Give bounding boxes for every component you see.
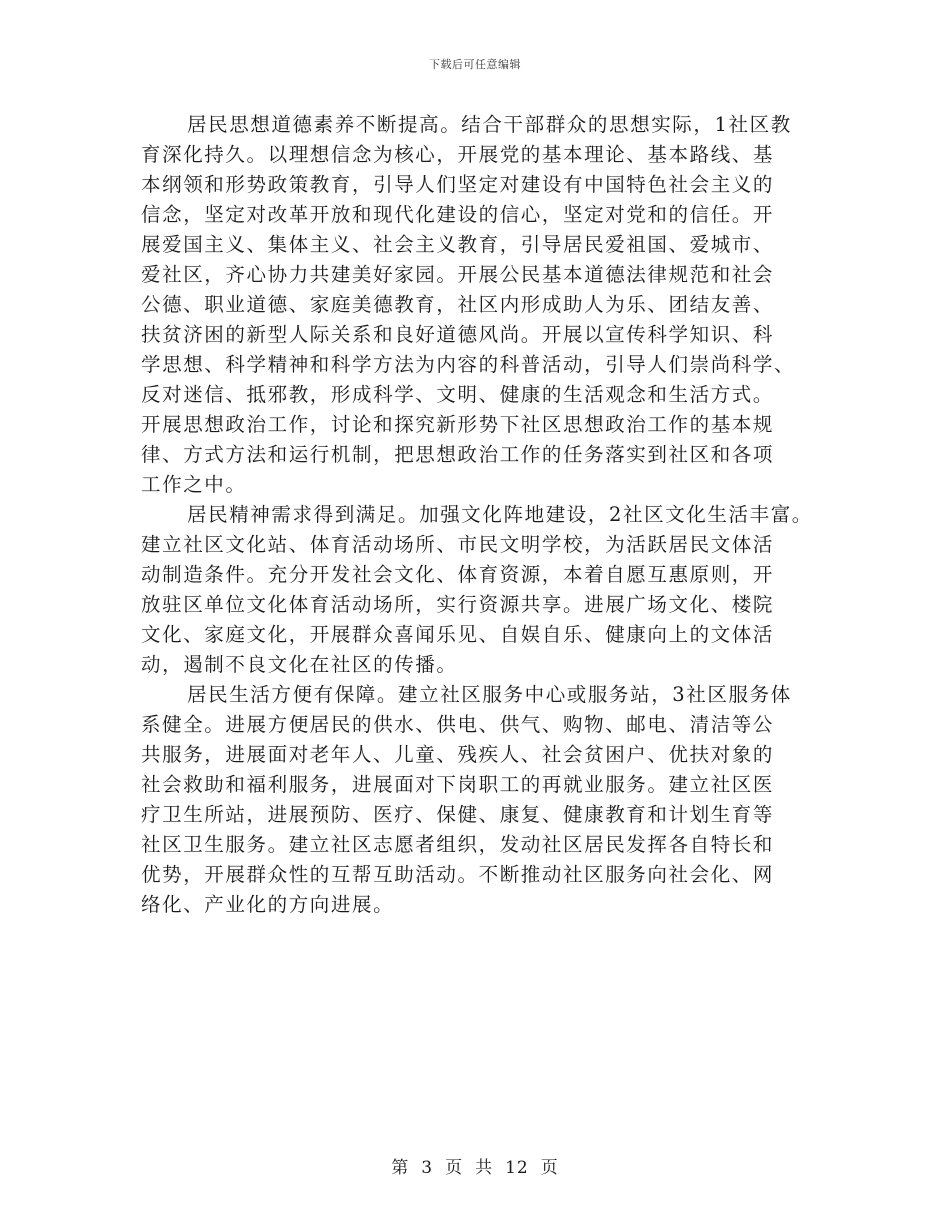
page-label: 第 bbox=[391, 1158, 410, 1178]
text-line: 公德、职业道德、家庭美德教育，社区内形成助人为乐、团结友善、 bbox=[141, 293, 775, 316]
paragraph-3 bbox=[141, 680, 821, 920]
text-line: 放驻区单位文化体育活动场所，实行资源共享。进展广场文化、楼院 bbox=[141, 593, 775, 616]
text-line: 优势，开展群众性的互帮互助活动。不断推动社区服务向社会化、网 bbox=[141, 863, 775, 886]
text-line: 爱社区，齐心协力共建美好家园。开展公民基本道德法律规范和社会 bbox=[141, 263, 775, 286]
text-line: 展爱国主义、集体主义、社会主义教育，引导居民爱祖国、爱城市、 bbox=[141, 233, 775, 256]
text-line: 共服务，进展面对老年人、儿童、残疾人、社会贫困户、优扶对象的 bbox=[141, 743, 775, 766]
text-line: 络化、产业化的方向进展。 bbox=[141, 893, 395, 916]
total-pages-number: 12 bbox=[505, 1158, 529, 1178]
page-unit-label: 页 bbox=[445, 1158, 464, 1178]
text-line: 反对迷信、抵邪教，形成科学、文明、健康的生活观念和生活方式。 bbox=[141, 383, 775, 406]
text-line: 建立社区文化站、体育活动场所、市民文明学校，为活跃居民文体活 bbox=[141, 533, 775, 556]
text-line: 文化、家庭文化，开展群众喜闻乐见、自娱自乐、健康向上的文体活 bbox=[141, 623, 775, 646]
text-line: 本纲领和形势政策教育，引导人们坚定对建设有中国特色社会主义的 bbox=[141, 173, 775, 196]
total-label: 共 bbox=[475, 1158, 494, 1178]
text-line: 系健全。进展方便居民的供水、供电、供气、购物、邮电、清洁等公 bbox=[141, 713, 775, 736]
current-page-number: 3 bbox=[421, 1158, 434, 1178]
text-line: 律、方式方法和运行机制，把思想政治工作的任务落实到社区和各项 bbox=[141, 443, 775, 466]
document-body bbox=[141, 110, 821, 920]
text-line: 信念，坚定对改革开放和现代化建设的信心，坚定对党和的信任。开 bbox=[141, 203, 775, 226]
text-line: 学思想、科学精神和科学方法为内容的科普活动，引导人们崇尚科学、 bbox=[141, 353, 796, 376]
text-line: 育深化持久。以理想信念为核心，开展党的基本理论、基本路线、基 bbox=[141, 143, 775, 166]
text-line: 动，遏制不良文化在社区的传播。 bbox=[141, 653, 458, 676]
text-line: 开展思想政治工作，讨论和探究新形势下社区思想政治工作的基本规 bbox=[141, 413, 775, 436]
paragraph-1 bbox=[141, 110, 821, 500]
text-line: 社区卫生服务。建立社区志愿者组织，发动社区居民发挥各自特长和 bbox=[141, 833, 775, 856]
paragraph-2 bbox=[141, 500, 821, 680]
text-line: 居民生活方便有保障。建立社区服务中心或服务站，3社区服务体 bbox=[187, 683, 792, 706]
text-line: 疗卫生所站，进展预防、医疗、保健、康复、健康教育和计划生育等 bbox=[141, 803, 775, 826]
text-line: 工作之中。 bbox=[141, 473, 247, 496]
text-line: 扶贫济困的新型人际关系和良好道德风尚。开展以宣传科学知识、科 bbox=[141, 323, 775, 346]
text-line: 动制造条件。充分开发社会文化、体育资源，本着自愿互惠原则，开 bbox=[141, 563, 775, 586]
page-header: 下载后可任意编辑 bbox=[429, 58, 521, 71]
text-line: 居民思想道德素养不断提高。结合干部群众的思想实际，1社区教 bbox=[187, 113, 792, 136]
page-footer bbox=[0, 1153, 950, 1178]
total-unit-label: 页 bbox=[540, 1158, 559, 1178]
text-line: 社会救助和福利服务，进展面对下岗职工的再就业服务。建立社区医 bbox=[141, 773, 775, 796]
text-line: 居民精神需求得到满足。加强文化阵地建设，2社区文化生活丰富。 bbox=[187, 503, 813, 526]
